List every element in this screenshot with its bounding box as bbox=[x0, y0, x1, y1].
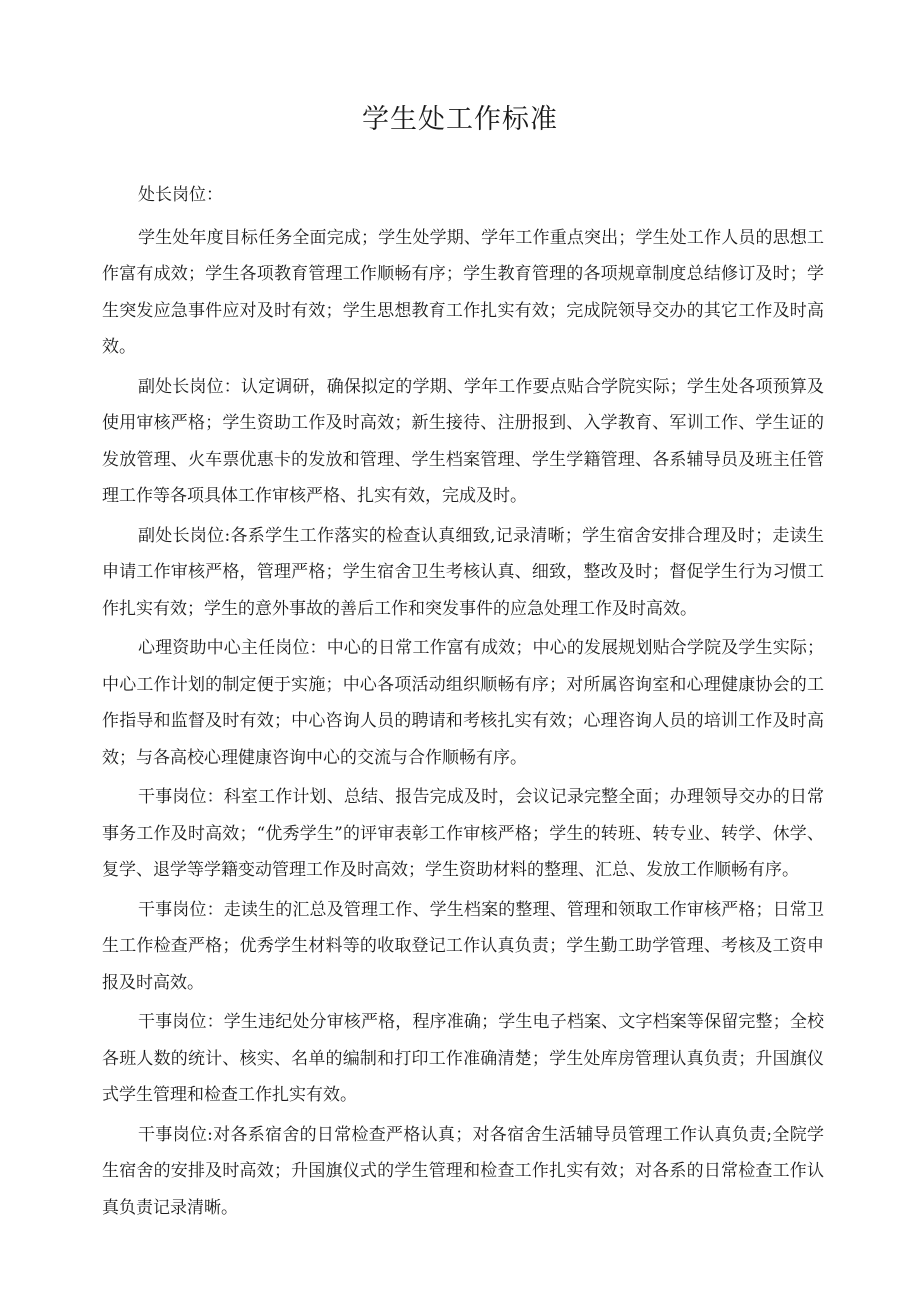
paragraph-staff-2: 干事岗位：走读生的汇总及管理工作、学生档案的整理、管理和领取工作审核严格；日常卫生工作检查严格；优秀学生材料等的收取登记工作认真负责；学生勤工助学管理、考核及工资申报及时高效。 bbox=[102, 899, 824, 993]
document-title: 学生处工作标准 bbox=[362, 104, 558, 135]
paragraph-deputy-director-2: 副处长岗位:各系学生工作落实的检查认真细致,记录清晰；学生宿舍安排合理及时；走读生申请工作审核严格，管理严格；学生宿舍卫生考核认真、细致，整改及时；督促学生行为习惯工作扎实有效；学生的意外事故的善后工作和突发事件的应急处理工作及时高效。 bbox=[102, 525, 824, 619]
document-body bbox=[102, 177, 824, 1229]
paragraph-staff-4: 干事岗位:对各系宿舍的日常检查严格认真；对各宿舍生活辅导员管理工作认真负责;全院学生宿舍的安排及时高效；升国旗仪式的学生管理和检查工作扎实有效；对各系的日常检查工作认真负责记录清晰。 bbox=[102, 1124, 824, 1218]
paragraph-director: 学生处年度目标任务全面完成；学生处学期、学年工作重点突出；学生处工作人员的思想工作富有成效；学生各项教育管理工作顺畅有序；学生教育管理的各项规章制度总结修订及时；学生突发应急事件应对及时有效；学生思想教育工作扎实有效；完成院领导交办的其它工作及时高效。 bbox=[102, 227, 824, 357]
paragraph-psych-center-head: 心理资助中心主任岗位：中心的日常工作富有成效；中心的发展规划贴合学院及学生实际；中心工作计划的制定便于实施；中心各项活动组织顺畅有序；对所属咨询室和心理健康协会的工作指导和监督及时有效；中心咨询人员的聘请和考核扎实有效；心理咨询人员的培训工作及时高效；与各高校心理健康咨询中心的交流与合作顺畅有序。 bbox=[102, 638, 824, 768]
paragraph-staff-3: 干事岗位：学生违纪处分审核严格，程序准确；学生电子档案、文字档案等保留完整；全校各班人数的统计、核实、名单的编制和打印工作准确清楚；学生处库房管理认真负责；升国旗仪式学生管理和检查工作扎实有效。 bbox=[102, 1012, 824, 1105]
section-heading: 处长岗位： bbox=[138, 185, 223, 205]
paragraph-staff-1: 干事岗位：科室工作计划、总结、报告完成及时，会议记录完整全面；办理领导交办的日常事务工作及时高效；“优秀学生”的评审表彰工作审核严格；学生的转班、转专业、转学、休学、复学、退学等学籍变动管理工作及时高效；学生资助材料的整理、汇总、发放工作顺畅有序。 bbox=[102, 787, 824, 880]
paragraph-deputy-director-1: 副处长岗位：认定调研，确保拟定的学期、学年工作要点贴合学院实际；学生处各项预算及使用审核严格；学生资助工作及时高效；新生接待、注册报到、入学教育、军训工作、学生证的发放管理、火车票优惠卡的发放和管理、学生档案管理、学生学籍管理、各系辅导员及班主任管理工作等各项具体工作审核严格、扎实有效，完成及时。 bbox=[102, 376, 824, 506]
